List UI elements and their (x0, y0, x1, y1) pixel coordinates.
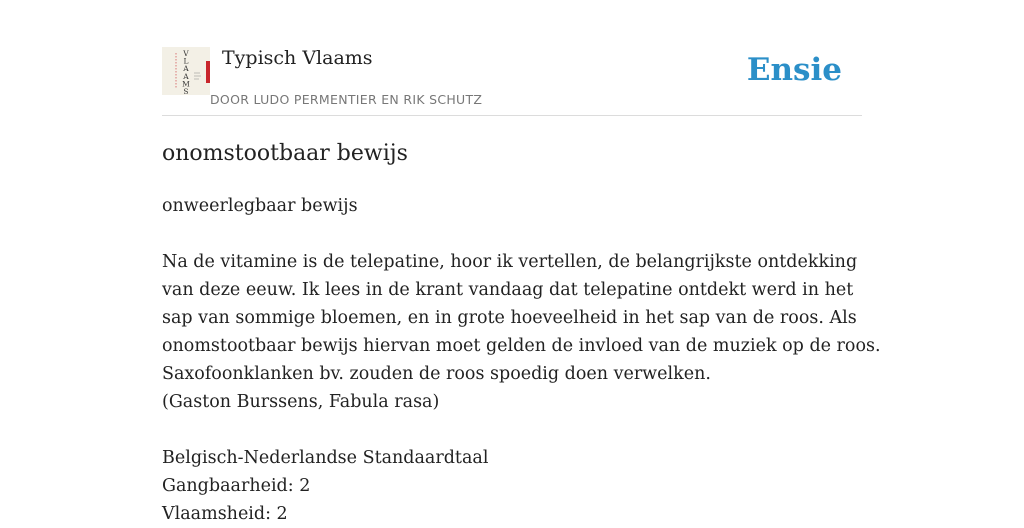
entry-title: onomstootbaar bewijs (162, 141, 408, 166)
cover-letter: V (183, 49, 189, 58)
cover-letter: M (182, 79, 190, 89)
gangbaarheid-rating: Gangbaarheid: 2 (162, 476, 311, 496)
book-title[interactable]: Typisch Vlaams (222, 47, 373, 69)
spacer (162, 416, 862, 444)
quote-line: sap van sommige bloemen, en in grote hoeveelheid in het sap van de roos. Als (162, 308, 857, 328)
entry-definition: onweerlegbaar bewijs (162, 196, 358, 216)
book-authors: DOOR LUDO PERMENTIER EN RIK SCHUTZ (210, 92, 483, 107)
cover-letter: L (183, 56, 189, 66)
entry-body (162, 192, 881, 528)
quote-line: van deze eeuw. Ik lees in de krant vandaag dat telepatine ontdekt werd in het (162, 280, 854, 300)
quote-line: Na de vitamine is de telepatine, hoor ik vertellen, de belangrijkste ontdekking (162, 252, 858, 272)
quote-source: (Gaston Burssens, Fabula rasa) (162, 392, 440, 412)
spacer (162, 220, 862, 248)
cover-letter: A (183, 71, 189, 81)
book-cover-avatar[interactable] (162, 47, 210, 95)
cover-letter: S (183, 87, 189, 96)
language-label: Belgisch-Nederlandse Standaardtaal (162, 448, 489, 468)
quote-line: onomstootbaar bewijs hiervan moet gelden de invloed van de muziek op de roos. (162, 336, 881, 356)
ensie-logo[interactable]: Ensie (746, 52, 842, 88)
book-cover-icon (162, 47, 210, 95)
book-header (162, 44, 862, 116)
quote-line: Saxofoonklanken bv. zouden de roos spoedig doen verwelken. (162, 364, 711, 384)
vlaamsheid-rating: Vlaamsheid: 2 (162, 504, 288, 524)
cover-letter: A (183, 64, 189, 74)
